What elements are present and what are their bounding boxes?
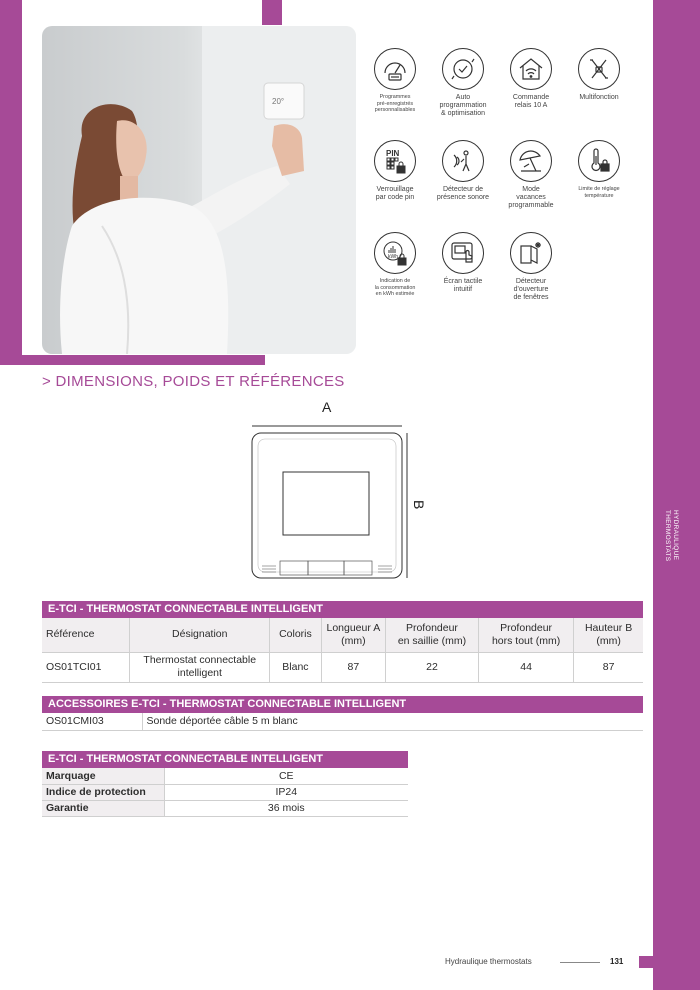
side-tab bbox=[639, 956, 653, 968]
thermometer-lock-icon bbox=[578, 140, 620, 182]
feature-auto-clock bbox=[428, 48, 498, 118]
table1-header-cell: Hauteur B (mm) bbox=[574, 618, 643, 652]
kwh-consumption-icon bbox=[374, 232, 416, 274]
feature-label: Multifonction bbox=[579, 94, 619, 101]
table-cell: 87 bbox=[574, 652, 643, 682]
dimension-a-label: A bbox=[322, 399, 332, 415]
feature-label: Verrouillage par code pin bbox=[375, 186, 415, 201]
feature-label: Détecteur d'ouverture de fenêtres bbox=[513, 278, 549, 301]
feature-pin-lock bbox=[360, 140, 430, 202]
feature-label: Détecteur de présence sonore bbox=[436, 186, 490, 201]
gauge-program-icon bbox=[374, 48, 416, 90]
auto-clock-icon bbox=[442, 48, 484, 90]
table3-title: E-TCI - THERMOSTAT CONNECTABLE INTELLIGENT bbox=[42, 751, 408, 768]
presence-sound-icon bbox=[442, 140, 484, 182]
feature-label: Auto programmation & optimisation bbox=[439, 94, 487, 117]
table-cell: Marquage bbox=[42, 768, 164, 784]
feature-label: Indication de la consommation en kWh estimée bbox=[374, 278, 416, 297]
table-cell: 36 mois bbox=[164, 800, 408, 816]
feature-window-snow bbox=[496, 232, 566, 302]
table-accessories bbox=[42, 713, 643, 731]
table-cell: Blanc bbox=[270, 652, 322, 682]
table-references bbox=[42, 618, 643, 683]
feature-label: Limite de réglage température bbox=[578, 186, 620, 199]
table2-title: ACCESSOIRES E-TCI - THERMOSTAT CONNECTABLE INTELLIGENT bbox=[42, 696, 643, 713]
window-snow-icon bbox=[510, 232, 552, 274]
feature-label: Écran tactile intuitif bbox=[443, 278, 483, 293]
table1-header-cell: Profondeur hors tout (mm) bbox=[479, 618, 574, 652]
side-category-label: HYDRAULIQUE THERMOSTATS bbox=[664, 510, 679, 562]
table-specs bbox=[42, 768, 408, 817]
house-wifi-icon bbox=[510, 48, 552, 90]
svg-text:PIN: PIN bbox=[386, 149, 400, 158]
table-cell: Indice de protection bbox=[42, 784, 164, 800]
svg-text:kWh: kWh bbox=[388, 254, 398, 260]
feature-presence-sound bbox=[428, 140, 498, 202]
table1-header-cell: Désignation bbox=[130, 618, 270, 652]
woman-adjusting-thermostat-image bbox=[42, 26, 356, 354]
table-row bbox=[42, 713, 643, 730]
feature-thermometer-lock bbox=[564, 140, 634, 199]
dimension-drawing bbox=[240, 395, 430, 585]
touchscreen-icon bbox=[442, 232, 484, 274]
frame-left-accent bbox=[0, 0, 22, 365]
feature-gauge-program bbox=[360, 48, 430, 114]
feature-touchscreen bbox=[428, 232, 498, 294]
table-cell: CE bbox=[164, 768, 408, 784]
table1-header-cell: Coloris bbox=[270, 618, 322, 652]
table1-header-cell: Profondeur en saillie (mm) bbox=[385, 618, 478, 652]
table-cell: 22 bbox=[385, 652, 478, 682]
section-heading: > DIMENSIONS, POIDS ET RÉFÉRENCES bbox=[42, 373, 345, 390]
feature-kwh-consumption bbox=[360, 232, 430, 298]
feature-holiday-umbrella bbox=[496, 140, 566, 210]
table-cell: Sonde déportée câble 5 m blanc bbox=[142, 713, 643, 730]
dimension-b-label: B bbox=[411, 500, 427, 510]
table-cell: 44 bbox=[479, 652, 574, 682]
pin-lock-icon bbox=[374, 140, 416, 182]
holiday-umbrella-icon bbox=[510, 140, 552, 182]
frame-top-accent bbox=[262, 0, 282, 25]
table1-title: E-TCI - THERMOSTAT CONNECTABLE INTELLIGENT bbox=[42, 601, 643, 618]
table-row bbox=[42, 652, 643, 682]
feature-label: Programmes pré-enregistrés personnalisables bbox=[374, 94, 416, 113]
table-cell: 87 bbox=[321, 652, 385, 682]
feature-house-wifi bbox=[496, 48, 566, 110]
table-cell: Thermostat connectable intelligent bbox=[130, 652, 270, 682]
table1-header-row bbox=[42, 618, 643, 652]
feature-label: Commande relais 10 A bbox=[512, 94, 550, 109]
feature-multitool bbox=[564, 48, 634, 102]
footer-divider bbox=[560, 962, 600, 963]
table-cell: Garantie bbox=[42, 800, 164, 816]
table1-header-cell: Longueur A (mm) bbox=[321, 618, 385, 652]
device-screen bbox=[283, 472, 369, 535]
footer-section-title: Hydraulique thermostats bbox=[445, 957, 532, 966]
feature-label: Mode vacances programmable bbox=[508, 186, 554, 209]
table-row bbox=[42, 768, 408, 784]
product-photo bbox=[42, 26, 356, 354]
table-cell: OS01TCI01 bbox=[42, 652, 130, 682]
table-cell: IP24 bbox=[164, 784, 408, 800]
side-bar bbox=[653, 0, 700, 990]
table-row bbox=[42, 784, 408, 800]
frame-bottom-accent bbox=[0, 355, 265, 365]
multitool-icon bbox=[578, 48, 620, 90]
thermostat-display-value: 20° bbox=[272, 97, 285, 106]
table1-header-cell: Référence bbox=[42, 618, 130, 652]
table-row bbox=[42, 800, 408, 816]
page-number: 131 bbox=[610, 957, 624, 966]
table-cell: OS01CMI03 bbox=[42, 713, 142, 730]
